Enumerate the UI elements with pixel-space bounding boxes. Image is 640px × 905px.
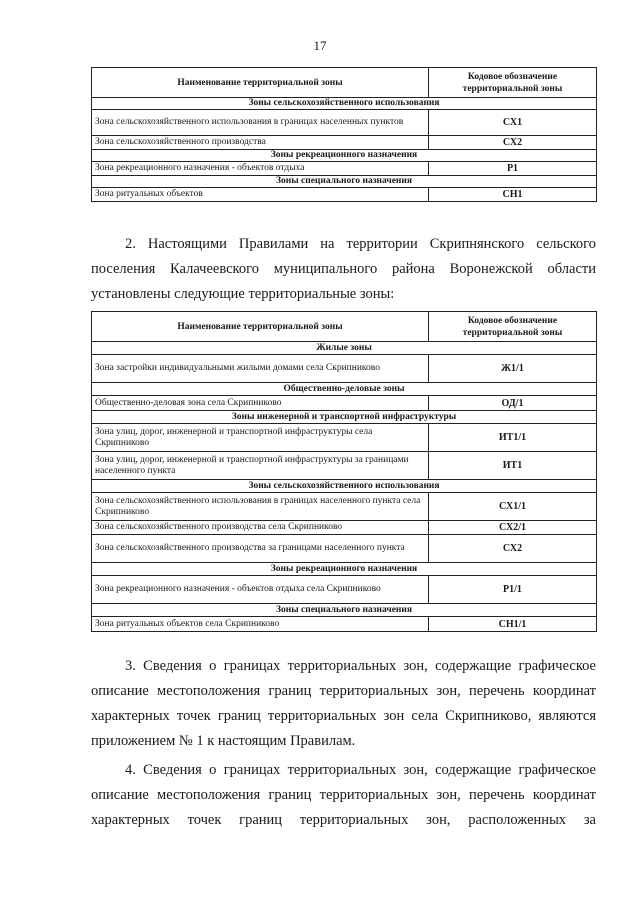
zone-code-cell: ИТ1/1 bbox=[429, 424, 597, 452]
text-line: поселения Калачеевского муниципального района Воронежской области bbox=[91, 261, 596, 277]
zone-name-cell: Зона ритуальных объектов села Скрипниково bbox=[92, 617, 429, 632]
table-row bbox=[92, 162, 597, 176]
table-row bbox=[92, 110, 597, 136]
zone-name-cell: Зона сельскохозяйственного производства bbox=[92, 136, 429, 150]
table-header-row bbox=[92, 312, 597, 342]
header-name-cell: Наименование территориальной зоны bbox=[92, 68, 429, 98]
group-cell: Зоны сельскохозяйственного использования bbox=[92, 480, 597, 493]
zone-code-cell: СХ1 bbox=[429, 110, 597, 136]
table-group-row bbox=[92, 411, 597, 424]
zone-name-cell: Зона сельскохозяйственного производства села Скрипниково bbox=[92, 521, 429, 535]
zone-name-cell: Зона рекреационного назначения - объектов отдыха села Скрипниково bbox=[92, 576, 429, 604]
table-row bbox=[92, 396, 597, 411]
group-cell: Зоны инженерной и транспортной инфраструктуры bbox=[92, 411, 597, 424]
zone-name-cell: Общественно-деловая зона села Скрипниково bbox=[92, 396, 429, 411]
zones-table-1 bbox=[91, 67, 597, 202]
table-group-row bbox=[92, 150, 597, 162]
paragraph-2 bbox=[91, 232, 596, 307]
zone-name-cell: Зона рекреационного назначения - объектов отдыха bbox=[92, 162, 429, 176]
zone-code-cell: СХ2/1 bbox=[429, 521, 597, 535]
zone-code-cell: Ж1/1 bbox=[429, 355, 597, 383]
text-line: 3. Сведения о границах территориальных зон, содержащие графическое bbox=[125, 658, 596, 674]
zone-code-cell: СХ2 bbox=[429, 535, 597, 563]
zone-name-cell: Зона застройки индивидуальными жилыми домами села Скрипниково bbox=[92, 355, 429, 383]
table-row bbox=[92, 188, 597, 202]
text-line: характерных точек границ территориальных зон, расположенных за bbox=[91, 812, 596, 828]
group-cell: Зоны сельскохозяйственного использования bbox=[92, 98, 597, 110]
table-row bbox=[92, 136, 597, 150]
zone-code-cell: СХ2 bbox=[429, 136, 597, 150]
table-group-row bbox=[92, 604, 597, 617]
page-number: 17 bbox=[313, 38, 327, 53]
table-header-row bbox=[92, 68, 597, 98]
zone-code-cell: СХ1/1 bbox=[429, 493, 597, 521]
zone-name-cell: Зона ритуальных объектов bbox=[92, 188, 429, 202]
zone-code-cell: ОД/1 bbox=[429, 396, 597, 411]
table-group-row bbox=[92, 383, 597, 396]
text-line: приложением № 1 к настоящим Правилам. bbox=[91, 733, 356, 749]
text-line: 4. Сведения о границах территориальных зон, содержащие графическое bbox=[125, 762, 596, 778]
table-group-row bbox=[92, 98, 597, 110]
text-line: характерных точек границ территориальных зон села Скрипниково, являются bbox=[91, 708, 596, 724]
table-row bbox=[92, 424, 597, 452]
header-code-cell: Кодовое обозначение территориальной зоны bbox=[429, 312, 597, 342]
text-line: описание местоположения границ территориальных зон, перечень координат bbox=[91, 787, 596, 803]
table-row bbox=[92, 355, 597, 383]
table-row bbox=[92, 493, 597, 521]
zone-name-cell: Зона сельскохозяйственного производства за границами населенного пункта bbox=[92, 535, 429, 563]
zone-code-cell: СН1 bbox=[429, 188, 597, 202]
group-cell: Зоны специального назначения bbox=[92, 604, 597, 617]
table-group-row bbox=[92, 342, 597, 355]
group-cell: Зоны специального назначения bbox=[92, 176, 597, 188]
table-row bbox=[92, 617, 597, 632]
table-group-row bbox=[92, 176, 597, 188]
zone-name-cell: Зона сельскохозяйственного использования в границах населенного пункта села Скрипниково bbox=[92, 493, 429, 521]
text-line: описание местоположения границ территориальных зон, перечень координат bbox=[91, 683, 596, 699]
header-code-cell: Кодовое обозначение территориальной зоны bbox=[429, 68, 597, 98]
group-cell: Зоны рекреационного назначения bbox=[92, 150, 597, 162]
group-cell: Зоны рекреационного назначения bbox=[92, 563, 597, 576]
zone-code-cell: ИТ1 bbox=[429, 452, 597, 480]
zone-code-cell: Р1/1 bbox=[429, 576, 597, 604]
group-cell: Жилые зоны bbox=[92, 342, 597, 355]
paragraph-3 bbox=[91, 654, 596, 754]
zones-table-2 bbox=[91, 311, 597, 632]
text-line: установлены следующие территориальные зоны: bbox=[91, 286, 395, 302]
paragraph-4 bbox=[91, 758, 596, 833]
table-row bbox=[92, 452, 597, 480]
table-row bbox=[92, 521, 597, 535]
table-row bbox=[92, 535, 597, 563]
group-cell: Общественно-деловые зоны bbox=[92, 383, 597, 396]
zone-name-cell: Зона улиц, дорог, инженерной и транспортной инфраструктуры за границами населенного пункта bbox=[92, 452, 429, 480]
zone-name-cell: Зона улиц, дорог, инженерной и транспортной инфраструктуры села Скрипниково bbox=[92, 424, 429, 452]
zone-code-cell: Р1 bbox=[429, 162, 597, 176]
text-line: 2. Настоящими Правилами на территории Скрипнянского сельского bbox=[125, 236, 596, 252]
table-group-row bbox=[92, 480, 597, 493]
zone-code-cell: СН1/1 bbox=[429, 617, 597, 632]
table-group-row bbox=[92, 563, 597, 576]
zone-name-cell: Зона сельскохозяйственного использования в границах населенных пунктов bbox=[92, 110, 429, 136]
header-name-cell: Наименование территориальной зоны bbox=[92, 312, 429, 342]
table-row bbox=[92, 576, 597, 604]
